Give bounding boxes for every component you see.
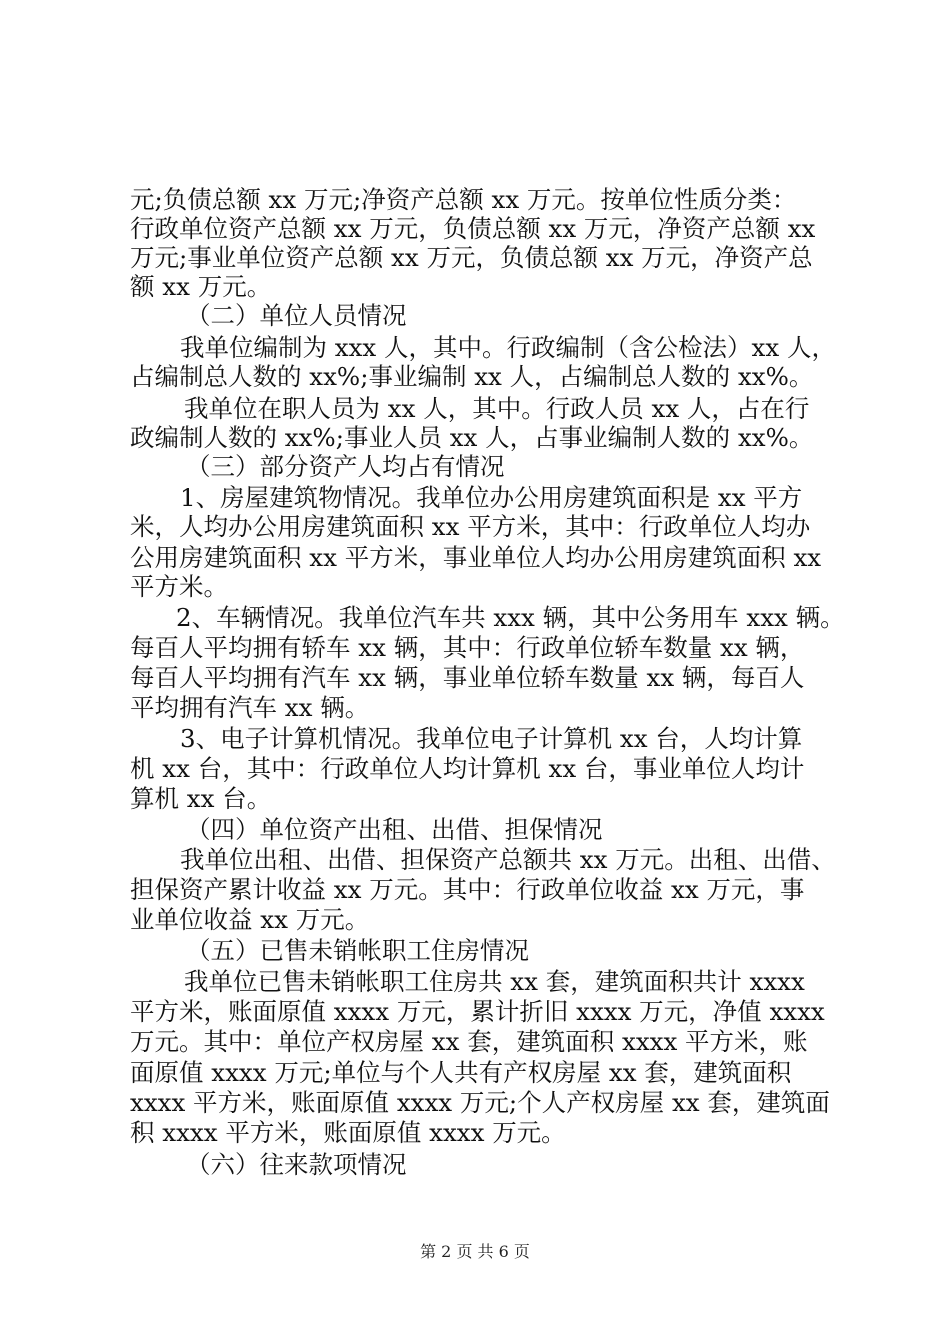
text-line: 万元;事业单位资产总额 xx 万元，负债总额 xx 万元，净资产总: [130, 243, 813, 272]
section-heading: （五）已售未销帐职工住房情况: [186, 936, 529, 965]
text-line: xxxx 平方米，账面原值 xxxx 万元;个人产权房屋 xx 套，建筑面: [130, 1088, 830, 1117]
page-footer: 第 2 页 共 6 页: [420, 1242, 530, 1261]
text-line: 元;负债总额 xx 万元;净资产总额 xx 万元。按单位性质分类：: [130, 185, 797, 214]
text-line: 每百人平均拥有轿车 xx 辆，其中：行政单位轿车数量 xx 辆，: [130, 633, 805, 662]
text-line: 每百人平均拥有汽车 xx 辆，事业单位轿车数量 xx 辆，每百人: [130, 663, 805, 692]
text-line: 机 xx 台，其中：行政单位人均计算机 xx 台，事业单位人均计: [130, 754, 805, 783]
text-line: 平方米。: [130, 572, 228, 601]
text-line: 政编制人数的 xx%;事业人员 xx 人，占事业编制人数的 xx%。: [130, 423, 814, 452]
text-line: 积 xxxx 平方米，账面原值 xxxx 万元。: [130, 1118, 566, 1147]
text-line: 平均拥有汽车 xx 辆。: [130, 693, 370, 722]
text-line: 2、车辆情况。我单位汽车共 xxx 辆，其中公务用车 xxx 辆。: [176, 603, 845, 632]
section-heading: （四）单位资产出租、出借、担保情况: [186, 815, 603, 844]
text-line: 我单位在职人员为 xx 人，其中。行政人员 xx 人，占在行: [184, 394, 810, 423]
text-line: 我单位已售未销帐职工住房共 xx 套，建筑面积共计 xxxx: [184, 967, 805, 996]
text-line: 担保资产累计收益 xx 万元。其中：行政单位收益 xx 万元，事: [130, 875, 805, 904]
text-line: 行政单位资产总额 xx 万元，负债总额 xx 万元，净资产总额 xx: [130, 214, 816, 243]
section-heading: （二）单位人员情况: [186, 301, 407, 330]
text-line: 额 xx 万元。: [130, 272, 272, 301]
text-line: 业单位收益 xx 万元。: [130, 905, 370, 934]
text-line: 面原值 xxxx 万元;单位与个人共有产权房屋 xx 套，建筑面积: [130, 1058, 792, 1087]
section-heading: （三）部分资产人均占有情况: [186, 452, 505, 481]
text-line: 平方米，账面原值 xxxx 万元，累计折旧 xxxx 万元，净值 xxxx: [130, 997, 825, 1026]
text-line: 3、电子计算机情况。我单位电子计算机 xx 台，人均计算: [180, 724, 803, 753]
section-heading: （六）往来款项情况: [186, 1150, 407, 1179]
text-line: 1、房屋建筑物情况。我单位办公用房建筑面积是 xx 平方: [180, 483, 803, 512]
text-line: 我单位编制为 xxx 人，其中。行政编制（含公检法）xx 人，: [180, 333, 836, 362]
text-line: 我单位出租、出借、担保资产总额共 xx 万元。出租、出借、: [180, 845, 836, 874]
text-line: 公用房建筑面积 xx 平方米，事业单位人均办公用房建筑面积 xx: [130, 543, 822, 572]
text-line: 米，人均办公用房建筑面积 xx 平方米，其中：行政单位人均办: [130, 512, 811, 541]
text-line: 万元。其中：单位产权房屋 xx 套，建筑面积 xxxx 平方米，账: [130, 1027, 808, 1056]
text-line: 占编制总人数的 xx%;事业编制 xx 人，占编制总人数的 xx%。: [130, 362, 814, 391]
text-line: 算机 xx 台。: [130, 784, 272, 813]
